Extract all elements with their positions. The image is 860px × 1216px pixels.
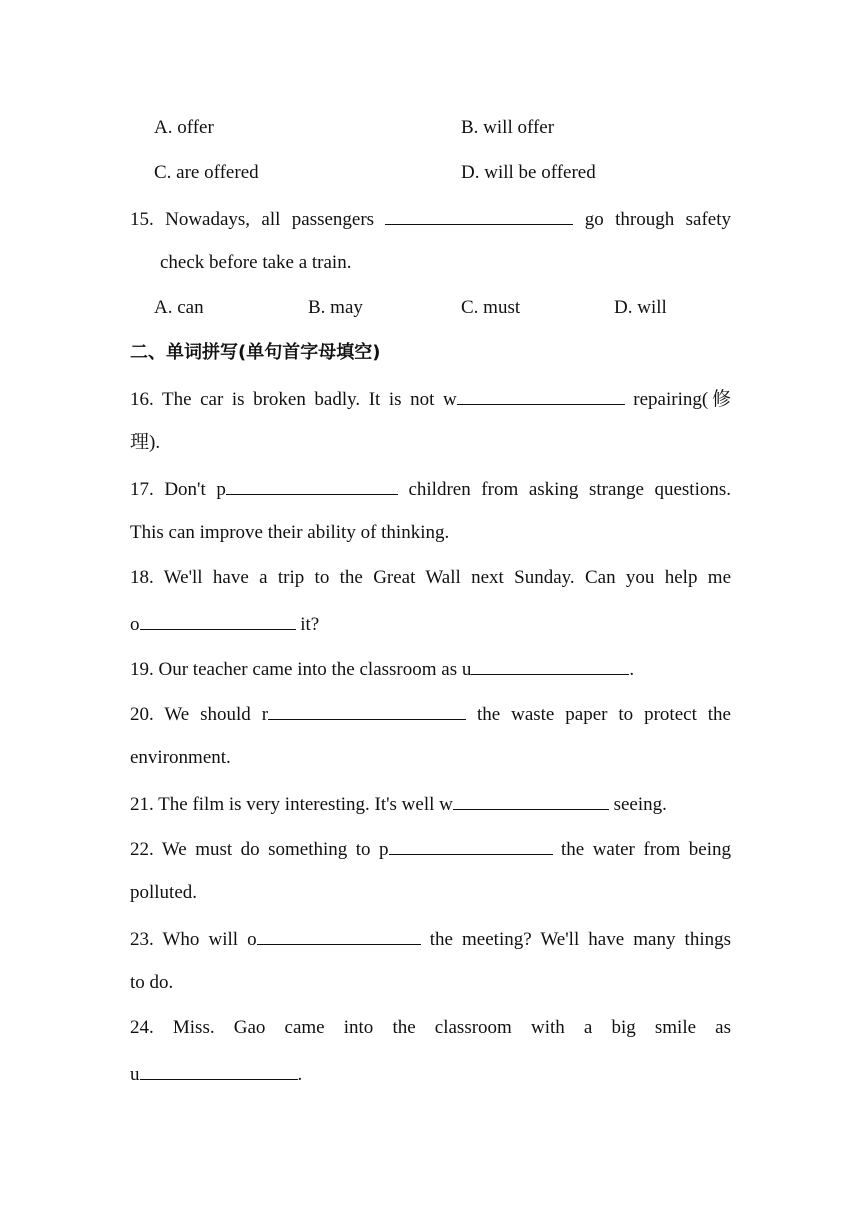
q20-line-1 xyxy=(130,701,731,727)
q18-line-2 xyxy=(130,611,319,637)
q24-text-c: . xyxy=(297,1064,303,1085)
q22-text-b: the water from being xyxy=(561,839,731,860)
q17-text-b: children from asking strange questions. xyxy=(408,479,731,500)
q15-stem-b: go through safety xyxy=(584,209,731,230)
q16-text-c: 理). xyxy=(130,432,161,453)
q21-text-b: seeing. xyxy=(613,794,667,815)
q17-text-a: 17. Don't p xyxy=(130,479,226,500)
q24-answer-blank[interactable] xyxy=(140,1061,298,1080)
q23-answer-blank[interactable] xyxy=(257,926,421,945)
q16-text-b: repairing(修 xyxy=(633,389,732,410)
q16-text-a: 16. The car is broken badly. It is not w xyxy=(130,389,457,410)
q19-answer-blank[interactable] xyxy=(471,656,629,675)
q15-line-1 xyxy=(130,206,731,232)
q18-answer-blank[interactable] xyxy=(140,611,296,630)
q21-text-a: 21. The film is very interesting. It's well w xyxy=(130,794,453,815)
section-title: 二、单词拼写(单句首字母填空) xyxy=(130,342,381,363)
q20-answer-blank[interactable] xyxy=(268,701,466,720)
q14-option-c: C. are offered xyxy=(154,162,259,183)
q24-text-b: u xyxy=(130,1064,140,1085)
q15-answer-blank[interactable] xyxy=(385,206,573,225)
q22-answer-blank[interactable] xyxy=(389,836,553,855)
q21-answer-blank[interactable] xyxy=(453,791,609,810)
q17-text-c: This can improve their ability of thinking. xyxy=(130,522,450,543)
q22-text-c: polluted. xyxy=(130,882,198,903)
q17-line-1 xyxy=(130,476,731,502)
q22-text-a: 22. We must do something to p xyxy=(130,839,389,860)
q17-answer-blank[interactable] xyxy=(226,476,398,495)
q23-text-b: the meeting? We'll have many things xyxy=(429,929,731,950)
q18-text-a: 18. We'll have a trip to the Great Wall next Sunday. Can you help me xyxy=(130,567,731,588)
q21-line-1 xyxy=(130,791,667,817)
q15-option-b: B. may xyxy=(308,297,363,318)
q15-stem-a: Nowadays, all passengers xyxy=(165,209,375,230)
q15-stem-c: check before take a train. xyxy=(160,252,352,273)
q15-option-c: C. must xyxy=(461,297,521,318)
q23-line-1 xyxy=(130,926,731,952)
q19-text-a: 19. Our teacher came into the classroom as u xyxy=(130,659,472,680)
q15-option-d: D. will xyxy=(614,297,667,318)
q19-text-b: . xyxy=(629,659,635,680)
q20-text-a: 20. We should r xyxy=(130,704,269,725)
q14-option-d: D. will be offered xyxy=(461,162,596,183)
q22-line-1 xyxy=(130,836,731,862)
q14-option-b: B. will offer xyxy=(461,117,555,138)
q15-number: 15. xyxy=(130,209,154,230)
q18-text-c: it? xyxy=(300,614,320,635)
q16-line-1 xyxy=(130,386,731,412)
q23-text-c: to do. xyxy=(130,972,174,993)
q16-answer-blank[interactable] xyxy=(457,386,625,405)
q24-line-2 xyxy=(130,1061,302,1087)
q19-line-1 xyxy=(130,656,634,682)
q15-option-a: A. can xyxy=(154,297,204,318)
q20-text-b: the waste paper to protect the xyxy=(476,704,731,725)
q24-text-a: 24. Miss. Gao came into the classroom with a big smile as xyxy=(130,1017,731,1038)
q20-text-c: environment. xyxy=(130,747,231,768)
q23-text-a: 23. Who will o xyxy=(130,929,257,950)
q18-text-b: o xyxy=(130,614,140,635)
q14-option-a: A. offer xyxy=(154,117,214,138)
